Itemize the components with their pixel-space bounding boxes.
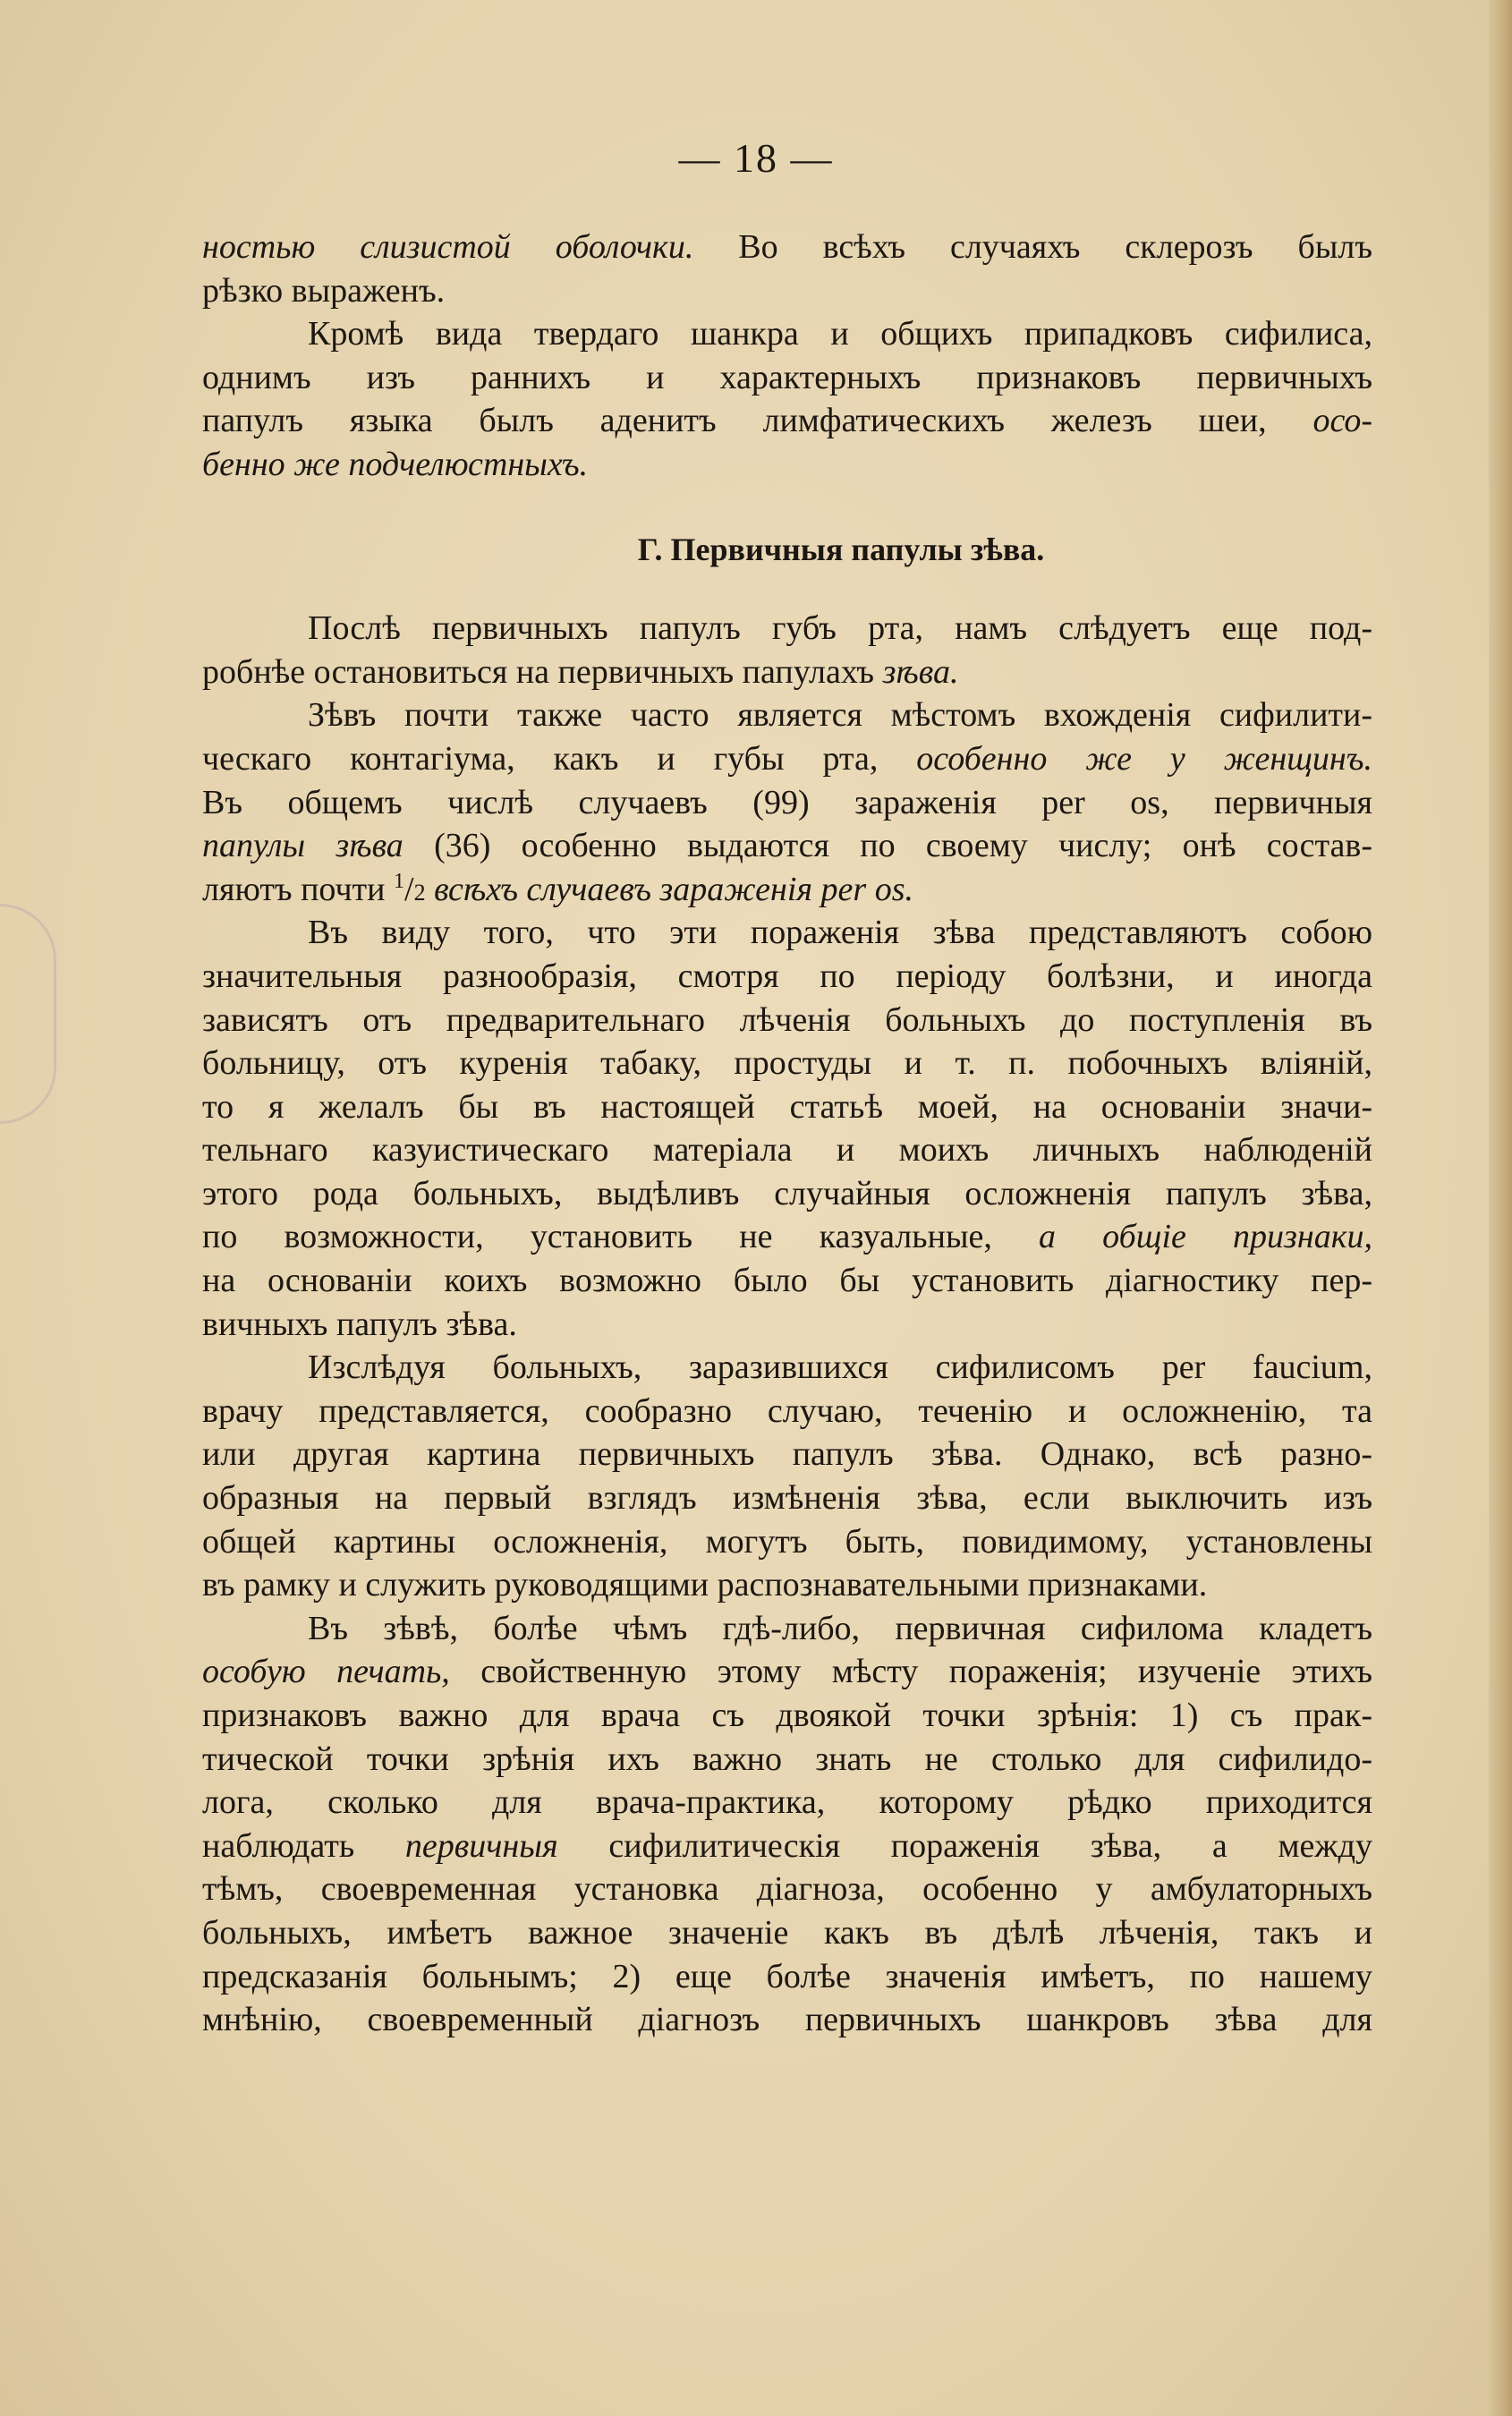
text-span: наблюдать bbox=[202, 1826, 355, 1865]
text-line: однимъ изъ раннихъ и характерныхъ признаковъ первичныхъ bbox=[202, 358, 1372, 396]
text-span: сифилитическія пораженія зѣва, а между bbox=[608, 1826, 1373, 1865]
text-line: образныя на первый взглядъ измѣненія зѣва, если выключить изъ bbox=[202, 1479, 1372, 1518]
fraction-denominator: 2 bbox=[413, 879, 426, 906]
text-span: робнѣе остановиться на первичныхъ папулахъ bbox=[202, 652, 875, 691]
text-line: Зѣвъ почти также часто является мѣстомъ вхожденія сифилити- bbox=[308, 696, 1372, 735]
text-line: предсказанія больнымъ; 2) еще болѣе значенія имѣетъ, по нашему bbox=[202, 1957, 1372, 1995]
text-line: больныхъ, имѣетъ важное значеніе какъ въ дѣлѣ лѣченія, такъ и bbox=[202, 1913, 1372, 1952]
italic-span: всѣхъ случаевъ зараженія per os. bbox=[434, 870, 913, 908]
text-line: зависятъ отъ предварительнаго лѣченія больныхъ до поступленія въ bbox=[202, 1000, 1372, 1039]
italic-span: ностью слизистой оболочки. bbox=[202, 228, 694, 266]
text-line: въ рамку и служить руководящими распознавательными признаками. bbox=[202, 1566, 1208, 1604]
italic-span: особую печать, bbox=[202, 1653, 450, 1691]
text-span: (36) особенно выдаются по своему числу; онѣ состав- bbox=[434, 827, 1373, 865]
text-line bbox=[202, 225, 1372, 269]
text-span: ляютъ почти bbox=[202, 870, 386, 908]
text-line bbox=[202, 1215, 1372, 1259]
section-heading: Г. Первичныя папулы зѣва. bbox=[637, 531, 1045, 567]
text-line: Послѣ первичныхъ папулъ губъ рта, намъ слѣдуетъ еще под- bbox=[308, 609, 1372, 648]
text-line: больницу, отъ куренія табаку, простуды и т. п. побочныхъ вліяній, bbox=[202, 1044, 1372, 1083]
italic-span: зѣва. bbox=[882, 652, 959, 691]
text-line: тельнаго казуистическаго матеріала и моихъ личныхъ наблюденій bbox=[202, 1131, 1372, 1170]
text-line: признаковъ важно для врача съ двоякой точки зрѣнія: 1) съ прак- bbox=[202, 1697, 1372, 1734]
text-line bbox=[202, 737, 1372, 781]
body-text bbox=[202, 225, 1372, 2042]
text-line: Въ виду того, что эти пораженія зѣва представляютъ собою bbox=[308, 914, 1372, 952]
text-line: Въ зѣвѣ, болѣе чѣмъ гдѣ-либо, первичная сифилома кладетъ bbox=[308, 1609, 1372, 1647]
text-span: Во всѣхъ случаяхъ склерозъ былъ bbox=[738, 228, 1372, 266]
text-line bbox=[202, 399, 1372, 443]
text-line: тѣмъ, своевременная установка діагноза, особенно у амбулаторныхъ bbox=[202, 1870, 1372, 1909]
text-span: свойственную этому мѣсту пораженія; изученіе этихъ bbox=[480, 1653, 1373, 1691]
italic-span: а общіе признаки, bbox=[1039, 1218, 1373, 1256]
fraction-numerator: 1 bbox=[394, 869, 404, 893]
text-line: общей картины осложненія, могутъ быть, повидимому, установлены bbox=[202, 1522, 1372, 1561]
text-line: или другая картина первичныхъ папулъ зѣва. Однако, всѣ разно- bbox=[202, 1435, 1372, 1474]
text-span: ческаго контагіума, какъ и губы рта, bbox=[202, 739, 879, 778]
italic-span: осо- bbox=[1312, 402, 1373, 440]
italic-span: бенно же подчелюстныхъ. bbox=[202, 445, 589, 483]
text-line: Въ общемъ числѣ случаевъ (99) зараженія per os, первичныя bbox=[202, 783, 1372, 821]
italic-span: первичныя bbox=[404, 1826, 558, 1865]
text-line bbox=[202, 1825, 1372, 1868]
text-line: то я желалъ бы въ настоящей статьѣ моей, на основаніи значи- bbox=[202, 1087, 1372, 1126]
text-line: тической точки зрѣнія ихъ важно знать не столько для сифилидо- bbox=[202, 1740, 1372, 1778]
page-edge bbox=[1489, 0, 1512, 2416]
text-line: мнѣнію, своевременный діагнозъ первичныхъ шанкровъ зѣва для bbox=[202, 2001, 1372, 2039]
text-line bbox=[202, 824, 1372, 868]
text-line bbox=[202, 443, 1372, 487]
text-line: этого рода больныхъ, выдѣливъ случайныя осложненія папулъ зѣва, bbox=[202, 1174, 1372, 1212]
text-line: врачу представляется, сообразно случаю, теченію и осложненію, та bbox=[202, 1391, 1372, 1430]
text-line: вичныхъ папулъ зѣва. bbox=[202, 1305, 517, 1343]
text-span: папулъ языка былъ аденитъ лимфатическихъ железъ шеи, bbox=[202, 402, 1267, 440]
text-line bbox=[202, 1650, 1372, 1694]
text-line: Кромѣ вида твердаго шанкра и общихъ припадковъ сифилиса, bbox=[308, 315, 1372, 353]
italic-span: папулы зѣва bbox=[202, 827, 403, 865]
text-line: значительныя разнообразія, смотря по періоду болѣзни, и иногда bbox=[202, 957, 1372, 995]
text-line: ляютъ почти $^1$/2 всѣхъ случаевъ зараженія per os. bbox=[202, 869, 913, 908]
page-number: — 18 — bbox=[678, 135, 834, 181]
italic-span: особенно же у женщинъ. bbox=[916, 739, 1372, 778]
library-stamp-trace bbox=[0, 904, 56, 1124]
text-line: рѣзко выраженъ. bbox=[202, 271, 446, 310]
text-span: по возможности, установить не казуальные, bbox=[202, 1218, 992, 1256]
text-line: на основаніи коихъ возможно было бы установить діагностику пер- bbox=[202, 1262, 1372, 1300]
text-line: лога, сколько для врача-практика, которому рѣдко приходится bbox=[202, 1783, 1372, 1822]
text-line: Изслѣдуя больныхъ, заразившихся сифилисомъ per faucium, bbox=[308, 1348, 1372, 1387]
text-line bbox=[202, 651, 1372, 694]
